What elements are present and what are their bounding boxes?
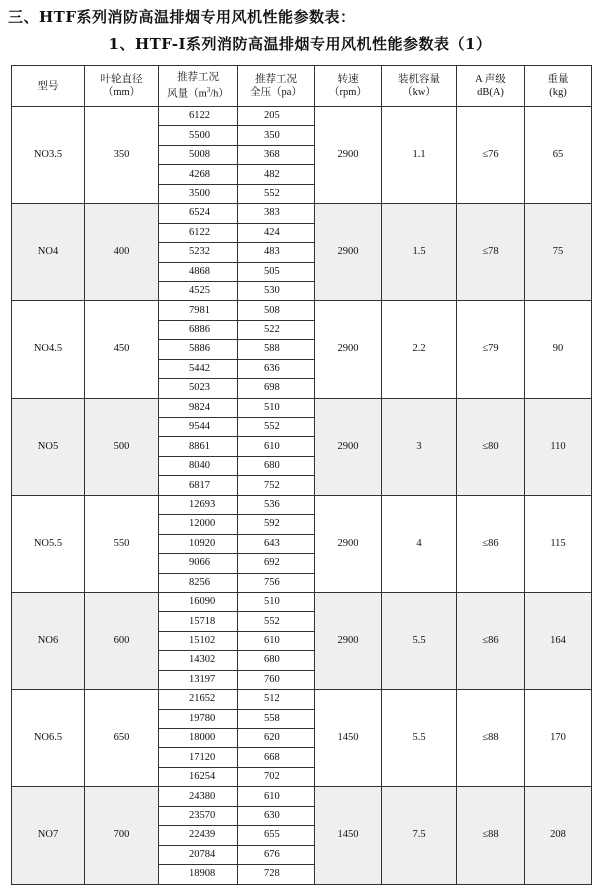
- speed-cell: 2900: [315, 204, 382, 301]
- air-flow-cell: 8040: [159, 456, 238, 475]
- total-pressure-cell: 588: [238, 340, 315, 359]
- header-impeller-diameter: 叶轮直径 （mm）: [85, 66, 159, 107]
- air-flow-cell: 20784: [159, 845, 238, 864]
- table-row: [12, 204, 592, 223]
- impeller-diameter-cell: 600: [85, 592, 159, 689]
- impeller-diameter-cell: 350: [85, 107, 159, 204]
- total-pressure-cell: 643: [238, 534, 315, 553]
- model-group: [12, 592, 592, 689]
- total-pressure-cell: 620: [238, 729, 315, 748]
- air-flow-cell: 6817: [159, 476, 238, 495]
- air-flow-cell: 23570: [159, 806, 238, 825]
- air-flow-cell: 12693: [159, 495, 238, 514]
- model-group: [12, 398, 592, 495]
- air-flow-cell: 4525: [159, 281, 238, 300]
- total-pressure-cell: 350: [238, 126, 315, 145]
- air-flow-cell: 3500: [159, 184, 238, 203]
- weight-cell: 208: [525, 787, 592, 884]
- total-pressure-cell: 512: [238, 690, 315, 709]
- model-cell: NO5.5: [12, 495, 85, 592]
- section-title: 三、HTF系列消防高温排烟专用风机性能参数表：: [8, 8, 356, 26]
- model-cell: NO7: [12, 787, 85, 884]
- air-flow-cell: 5008: [159, 145, 238, 164]
- noise-level-cell: ≤86: [457, 592, 525, 689]
- speed-cell: 2900: [315, 107, 382, 204]
- total-pressure-cell: 552: [238, 418, 315, 437]
- air-flow-cell: 6122: [159, 107, 238, 126]
- model-group: [12, 787, 592, 884]
- total-pressure-cell: 636: [238, 359, 315, 378]
- table-row: [12, 787, 592, 806]
- total-pressure-cell: 552: [238, 184, 315, 203]
- total-pressure-cell: 383: [238, 204, 315, 223]
- model-cell: NO4: [12, 204, 85, 301]
- model-group: [12, 204, 592, 301]
- installed-power-cell: 5.5: [382, 592, 457, 689]
- model-group: [12, 690, 592, 787]
- total-pressure-cell: 424: [238, 223, 315, 242]
- air-flow-cell: 8256: [159, 573, 238, 592]
- total-pressure-cell: 505: [238, 262, 315, 281]
- air-flow-cell: 24380: [159, 787, 238, 806]
- air-flow-cell: 6886: [159, 320, 238, 339]
- noise-level-cell: ≤78: [457, 204, 525, 301]
- fan-performance-table: [11, 65, 592, 885]
- table-title: 1、HTF-Ⅰ系列消防高温排烟专用风机性能参数表（1）: [108, 35, 492, 53]
- model-cell: NO5: [12, 398, 85, 495]
- total-pressure-cell: 510: [238, 592, 315, 611]
- air-flow-cell: 5500: [159, 126, 238, 145]
- air-flow-cell: 9824: [159, 398, 238, 417]
- installed-power-cell: 7.5: [382, 787, 457, 884]
- total-pressure-cell: 692: [238, 554, 315, 573]
- weight-cell: 170: [525, 690, 592, 787]
- table-row: [12, 592, 592, 611]
- table-header: [12, 66, 592, 107]
- installed-power-cell: 5.5: [382, 690, 457, 787]
- total-pressure-cell: 552: [238, 612, 315, 631]
- air-flow-cell: 4268: [159, 165, 238, 184]
- impeller-diameter-cell: 700: [85, 787, 159, 884]
- speed-cell: 1450: [315, 690, 382, 787]
- impeller-diameter-cell: 500: [85, 398, 159, 495]
- total-pressure-cell: 483: [238, 243, 315, 262]
- installed-power-cell: 2.2: [382, 301, 457, 398]
- air-flow-cell: 15102: [159, 631, 238, 650]
- weight-cell: 164: [525, 592, 592, 689]
- total-pressure-cell: 482: [238, 165, 315, 184]
- air-flow-cell: 12000: [159, 515, 238, 534]
- air-flow-cell: 10920: [159, 534, 238, 553]
- installed-power-cell: 1.5: [382, 204, 457, 301]
- air-flow-cell: 9066: [159, 554, 238, 573]
- impeller-diameter-cell: 450: [85, 301, 159, 398]
- speed-cell: 2900: [315, 495, 382, 592]
- total-pressure-cell: 530: [238, 281, 315, 300]
- model-group: [12, 495, 592, 592]
- air-flow-cell: 5023: [159, 379, 238, 398]
- header-speed: 转速 （rpm）: [315, 66, 382, 107]
- total-pressure-cell: 508: [238, 301, 315, 320]
- header-weight: 重量 (kg): [525, 66, 592, 107]
- air-flow-cell: 16090: [159, 592, 238, 611]
- air-flow-cell: 6122: [159, 223, 238, 242]
- total-pressure-cell: 558: [238, 709, 315, 728]
- impeller-diameter-cell: 400: [85, 204, 159, 301]
- model-cell: NO3.5: [12, 107, 85, 204]
- header-air-flow: 推荐工况 风量$(m^3/h)$: [159, 66, 238, 107]
- model-group: [12, 107, 592, 204]
- total-pressure-cell: 610: [238, 437, 315, 456]
- air-flow-cell: 22439: [159, 826, 238, 845]
- total-pressure-cell: 592: [238, 515, 315, 534]
- header-model: 型号: [12, 66, 85, 107]
- table-row: [12, 107, 592, 126]
- total-pressure-cell: 368: [238, 145, 315, 164]
- noise-level-cell: ≤88: [457, 787, 525, 884]
- header-noise-level: A 声级 dB(A): [457, 66, 525, 107]
- model-cell: NO4.5: [12, 301, 85, 398]
- total-pressure-cell: 702: [238, 767, 315, 786]
- total-pressure-cell: 522: [238, 320, 315, 339]
- air-flow-cell: 14302: [159, 651, 238, 670]
- total-pressure-cell: 630: [238, 806, 315, 825]
- weight-cell: 115: [525, 495, 592, 592]
- air-flow-cell: 9544: [159, 418, 238, 437]
- air-flow-cell: 19780: [159, 709, 238, 728]
- total-pressure-cell: 680: [238, 456, 315, 475]
- total-pressure-cell: 728: [238, 865, 315, 884]
- air-flow-cell: 15718: [159, 612, 238, 631]
- header-total-pressure: 推荐工况 全压（pa）: [238, 66, 315, 107]
- air-flow-cell: 18908: [159, 865, 238, 884]
- noise-level-cell: ≤88: [457, 690, 525, 787]
- installed-power-cell: 3: [382, 398, 457, 495]
- model-cell: NO6: [12, 592, 85, 689]
- total-pressure-cell: 760: [238, 670, 315, 689]
- air-flow-cell: 7981: [159, 301, 238, 320]
- table-row: [12, 690, 592, 709]
- air-flow-cell: 13197: [159, 670, 238, 689]
- impeller-diameter-cell: 550: [85, 495, 159, 592]
- total-pressure-cell: 680: [238, 651, 315, 670]
- weight-cell: 110: [525, 398, 592, 495]
- air-flow-cell: 5442: [159, 359, 238, 378]
- noise-level-cell: ≤86: [457, 495, 525, 592]
- total-pressure-cell: 676: [238, 845, 315, 864]
- air-flow-cell: 8861: [159, 437, 238, 456]
- total-pressure-cell: 668: [238, 748, 315, 767]
- noise-level-cell: ≤79: [457, 301, 525, 398]
- speed-cell: 2900: [315, 398, 382, 495]
- air-flow-cell: 18000: [159, 729, 238, 748]
- total-pressure-cell: 205: [238, 107, 315, 126]
- air-flow-cell: 6524: [159, 204, 238, 223]
- total-pressure-cell: 756: [238, 573, 315, 592]
- noise-level-cell: ≤80: [457, 398, 525, 495]
- weight-cell: 65: [525, 107, 592, 204]
- air-flow-cell: 5886: [159, 340, 238, 359]
- model-cell: NO6.5: [12, 690, 85, 787]
- table-row: [12, 398, 592, 417]
- total-pressure-cell: 536: [238, 495, 315, 514]
- installed-power-cell: 1.1: [382, 107, 457, 204]
- table-row: [12, 301, 592, 320]
- installed-power-cell: 4: [382, 495, 457, 592]
- table-row: [12, 495, 592, 514]
- total-pressure-cell: 752: [238, 476, 315, 495]
- air-flow-cell: 5232: [159, 243, 238, 262]
- total-pressure-cell: 698: [238, 379, 315, 398]
- speed-cell: 2900: [315, 301, 382, 398]
- weight-cell: 90: [525, 301, 592, 398]
- weight-cell: 75: [525, 204, 592, 301]
- air-flow-cell: 16254: [159, 767, 238, 786]
- model-group: [12, 301, 592, 398]
- air-flow-cell: 4868: [159, 262, 238, 281]
- header-installed-power: 装机容量 （kw）: [382, 66, 457, 107]
- speed-cell: 2900: [315, 592, 382, 689]
- impeller-diameter-cell: 650: [85, 690, 159, 787]
- air-flow-cell: 17120: [159, 748, 238, 767]
- speed-cell: 1450: [315, 787, 382, 884]
- total-pressure-cell: 655: [238, 826, 315, 845]
- total-pressure-cell: 610: [238, 631, 315, 650]
- noise-level-cell: ≤76: [457, 107, 525, 204]
- total-pressure-cell: 610: [238, 787, 315, 806]
- air-flow-cell: 21652: [159, 690, 238, 709]
- total-pressure-cell: 510: [238, 398, 315, 417]
